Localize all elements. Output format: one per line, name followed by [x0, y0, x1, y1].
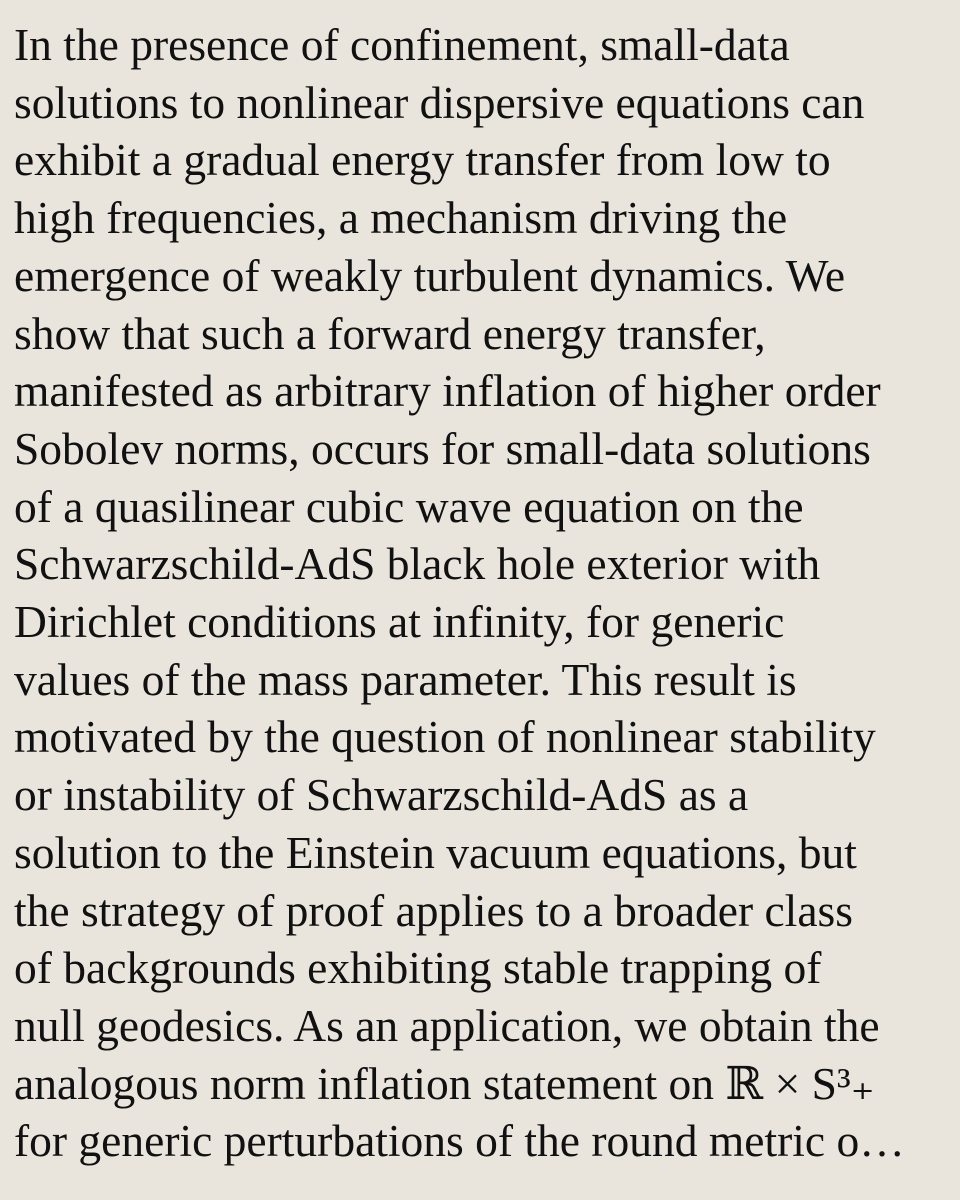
- abstract-line: manifested as arbitrary inflation of higher order: [14, 365, 881, 417]
- abstract-line: values of the mass parameter. This result is: [14, 653, 797, 705]
- abstract-line: for generic perturbations of the round metric o…: [14, 1115, 905, 1167]
- abstract-line: analogous norm inflation statement on ℝ × S³₊: [14, 1057, 875, 1109]
- abstract-line: the strategy of proof applies to a broader class: [14, 884, 853, 936]
- abstract-line: Sobolev norms, occurs for small-data solutions: [14, 422, 871, 474]
- abstract-line: exhibit a gradual energy transfer from low to: [14, 134, 831, 186]
- abstract-line: Schwarzschild-AdS black hole exterior with: [14, 538, 821, 590]
- abstract-line: In the presence of confinement, small-data: [14, 19, 790, 70]
- abstract-line: motivated by the question of nonlinear stability: [14, 711, 876, 763]
- abstract-line: of a quasilinear cubic wave equation on the: [14, 480, 804, 532]
- abstract-line: Dirichlet conditions at infinity, for generic: [14, 596, 785, 648]
- abstract-line: or instability of Schwarzschild-AdS as a: [14, 769, 749, 821]
- abstract-line: emergence of weakly turbulent dynamics. We: [14, 249, 846, 301]
- abstract-line: solutions to nonlinear dispersive equations can: [14, 76, 865, 128]
- abstract-line: of backgrounds exhibiting stable trapping of: [14, 942, 822, 994]
- abstract-line: null geodesics. As an application, we obtain the: [14, 999, 880, 1051]
- abstract-text: [14, 16, 954, 1170]
- abstract-line: show that such a forward energy transfer,: [14, 307, 766, 359]
- abstract-line: high frequencies, a mechanism driving the: [14, 192, 788, 244]
- abstract-line: solution to the Einstein vacuum equations, but: [14, 826, 857, 878]
